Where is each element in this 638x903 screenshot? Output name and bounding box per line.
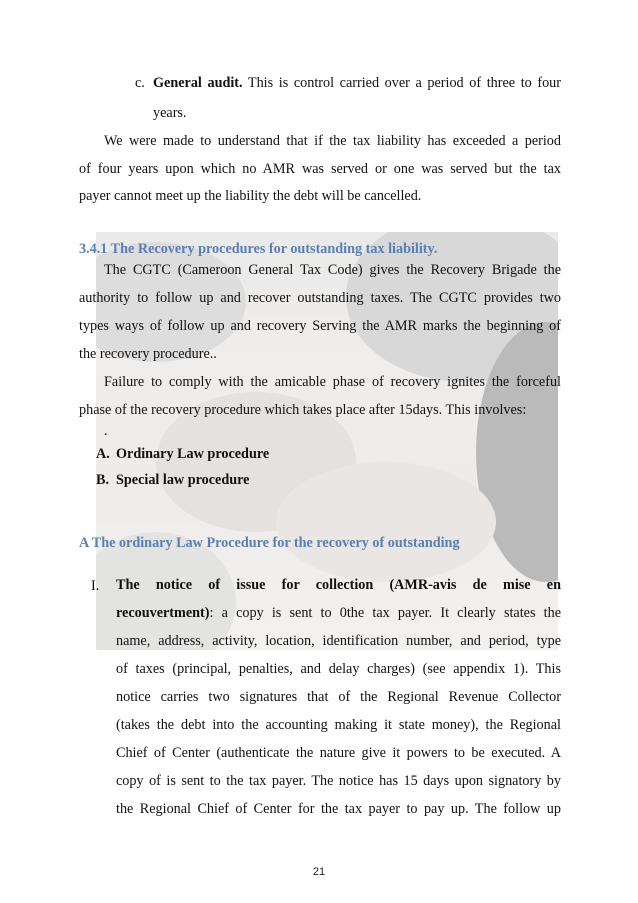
list-marker-roman-one: I. <box>91 578 100 594</box>
list-item-term: General audit. <box>153 75 243 91</box>
list-item-general-audit <box>153 70 561 98</box>
item-line <box>116 600 561 628</box>
paragraph-line: payer cannot meet up the liability the debt will be cancelled. <box>79 188 422 204</box>
paragraph-line: phase of the recovery procedure which takes place after 15days. This involves: <box>79 402 527 418</box>
paragraph-line: authority to follow up and recover outstanding taxes. The CGTC provides two <box>79 290 561 306</box>
procedure-marker-b: B. <box>96 472 110 488</box>
procedure-ordinary-law: Ordinary Law procedure <box>116 446 270 462</box>
item-line: name, address, activity, location, identification number, and period, type <box>116 633 561 649</box>
procedure-special-law: Special law procedure <box>116 472 250 488</box>
paragraph-line: Failure to comply with the amicable phase of recovery ignites the forceful <box>104 374 561 390</box>
page-number: 21 <box>312 866 326 878</box>
item-line: copy of is sent to the tax payer. The notice has 15 days upon signatory by <box>116 773 561 789</box>
list-item-text-continued: years. <box>153 105 187 121</box>
stray-dot: . <box>104 423 108 439</box>
item-line: of taxes (principal, penalties, and delay charges) (see appendix 1). This <box>116 661 561 677</box>
paragraph-line: of four years upon which no AMR was served or one was served but the tax <box>79 161 561 177</box>
procedure-marker-a: A. <box>96 446 110 462</box>
item-title: The notice of issue for collection (AMR-avis de mise en <box>116 577 561 593</box>
paragraph-line: the recovery procedure.. <box>79 346 217 362</box>
list-marker-c: c. <box>135 75 145 91</box>
paragraph-line: types ways of follow up and recovery Serving the AMR marks the beginning of <box>79 318 561 334</box>
item-text: : a copy is sent to 0the tax payer. It clearly states the <box>209 605 561 621</box>
section-heading: 3.4.1 The Recovery procedures for outstanding tax liability. <box>79 241 438 257</box>
item-line: notice carries two signatures that of the Regional Revenue Collector <box>116 689 561 705</box>
paragraph-line: We were made to understand that if the tax liability has exceeded a period <box>104 133 561 149</box>
paragraph-line: The CGTC (Cameroon General Tax Code) gives the Recovery Brigade the <box>104 262 561 278</box>
item-line: the Regional Chief of Center for the tax payer to pay up. The follow up <box>116 801 561 817</box>
item-title-continued: recouvertment) <box>116 605 210 621</box>
list-item-text: This is control carried over a period of three to four <box>242 75 561 91</box>
item-line: (takes the debt into the accounting making it state money), the Regional <box>116 717 561 733</box>
item-line: Chief of Center (authenticate the nature give it powers to be executed. A <box>116 745 561 761</box>
subsection-heading: A The ordinary Law Procedure for the recovery of outstanding <box>79 535 460 551</box>
